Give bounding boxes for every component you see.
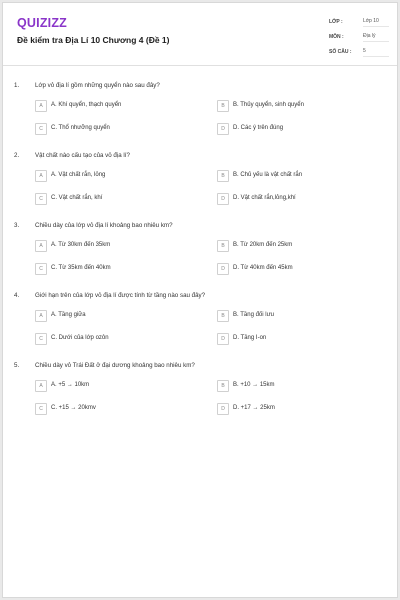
option-d[interactable] xyxy=(217,123,367,135)
meta-value: Địa lý xyxy=(363,31,389,42)
option-text: C. Thổ nhưỡng quyển xyxy=(51,125,110,131)
option-b[interactable] xyxy=(217,380,367,392)
option-a[interactable] xyxy=(35,240,185,252)
meta-label: LỚP : xyxy=(329,19,343,25)
option-text: A. +5 → 10km xyxy=(51,382,90,388)
option-d[interactable] xyxy=(217,263,367,275)
question-number: 5. xyxy=(14,362,20,369)
meta-row-class xyxy=(329,15,391,30)
quizizz-logo: QUIZIZZ xyxy=(17,16,68,30)
meta-row-subject xyxy=(329,30,391,45)
question-text: Vật chất nào cấu tạo của vỏ địa lí? xyxy=(35,152,130,159)
option-a[interactable] xyxy=(35,380,185,392)
question-text: Chiều dày vỏ Trái Đất ở đại dương khoảng bao nhiêu km? xyxy=(35,362,195,369)
worksheet-page xyxy=(2,2,398,598)
option-text: B. +10 → 15km xyxy=(233,382,275,388)
option-text: C. Dưới của lớp ozôn xyxy=(51,335,109,341)
meta-value: 5 xyxy=(363,46,389,57)
option-checkbox[interactable]: B xyxy=(217,380,229,392)
option-text: B. Từ 20km đến 25km xyxy=(233,242,293,248)
option-checkbox[interactable]: A xyxy=(35,240,47,252)
question-number: 4. xyxy=(14,292,20,299)
option-checkbox[interactable]: C xyxy=(35,193,47,205)
option-text: B. Chủ yếu là vật chất rắn xyxy=(233,172,303,178)
meta-label: SỐ CÂU : xyxy=(329,49,352,55)
option-text: D. Từ 40km đến 45km xyxy=(233,265,293,271)
option-a[interactable] xyxy=(35,170,185,182)
question-text: Chiều dày của lớp vỏ địa lí khoảng bao nhiêu km? xyxy=(35,222,173,229)
option-c[interactable] xyxy=(35,263,185,275)
option-d[interactable] xyxy=(217,333,367,345)
quiz-title: Đề kiểm tra Địa Lí 10 Chương 4 (Đề 1) xyxy=(17,35,170,45)
option-text: C. +15 → 20kmv xyxy=(51,405,96,411)
meta-row-question-count xyxy=(329,45,391,60)
question-text: Giới hạn trên của lớp vỏ địa lí được tính từ tầng nào sau đây? xyxy=(35,292,206,299)
question-1 xyxy=(3,78,397,148)
option-text: D. Tầng I-on xyxy=(233,335,267,341)
option-checkbox[interactable]: B xyxy=(217,310,229,322)
option-checkbox[interactable]: C xyxy=(35,333,47,345)
question-number: 1. xyxy=(14,82,20,89)
option-b[interactable] xyxy=(217,100,367,112)
question-list xyxy=(3,78,397,428)
option-text: C. Từ 35km đến 40km xyxy=(51,265,111,271)
option-text: D. Vật chất rắn,lỏng,khí xyxy=(233,195,296,201)
option-checkbox[interactable]: B xyxy=(217,240,229,252)
meta-label: MÔN : xyxy=(329,34,344,40)
option-text: D. Các ý trên đúng xyxy=(233,125,284,131)
option-checkbox[interactable]: A xyxy=(35,100,47,112)
option-b[interactable] xyxy=(217,240,367,252)
option-text: C. Vật chất rắn, khí xyxy=(51,195,103,201)
option-checkbox[interactable]: D xyxy=(217,123,229,135)
option-c[interactable] xyxy=(35,123,185,135)
question-3 xyxy=(3,218,397,288)
option-checkbox[interactable]: A xyxy=(35,170,47,182)
option-text: A. Tầng giữa xyxy=(51,312,86,318)
option-text: A. Khí quyển, thạch quyển xyxy=(51,102,122,108)
option-checkbox[interactable]: D xyxy=(217,193,229,205)
option-checkbox[interactable]: A xyxy=(35,380,47,392)
question-text: Lớp vỏ địa lí gồm những quyển nào sau đây? xyxy=(35,82,160,89)
option-checkbox[interactable]: B xyxy=(217,100,229,112)
question-number: 3. xyxy=(14,222,20,229)
option-d[interactable] xyxy=(217,403,367,415)
option-checkbox[interactable]: A xyxy=(35,310,47,322)
option-checkbox[interactable]: D xyxy=(217,333,229,345)
worksheet-header xyxy=(3,3,397,66)
question-2 xyxy=(3,148,397,218)
option-c[interactable] xyxy=(35,193,185,205)
question-5 xyxy=(3,358,397,428)
option-text: B. Thủy quyển, sinh quyển xyxy=(233,102,304,108)
option-text: A. Vật chất rắn, lỏng xyxy=(51,172,106,178)
meta-value: Lớp 10 xyxy=(363,16,389,27)
option-a[interactable] xyxy=(35,100,185,112)
option-text: D. +17 → 25km xyxy=(233,405,275,411)
option-b[interactable] xyxy=(217,310,367,322)
option-checkbox[interactable]: C xyxy=(35,403,47,415)
option-c[interactable] xyxy=(35,333,185,345)
option-d[interactable] xyxy=(217,193,367,205)
option-text: B. Tầng đối lưu xyxy=(233,312,274,318)
meta-panel xyxy=(329,15,391,60)
option-text: A. Từ 30km đến 35km xyxy=(51,242,111,248)
option-checkbox[interactable]: D xyxy=(217,403,229,415)
option-b[interactable] xyxy=(217,170,367,182)
option-checkbox[interactable]: B xyxy=(217,170,229,182)
option-checkbox[interactable]: D xyxy=(217,263,229,275)
option-c[interactable] xyxy=(35,403,185,415)
question-4 xyxy=(3,288,397,358)
option-checkbox[interactable]: C xyxy=(35,263,47,275)
question-number: 2. xyxy=(14,152,20,159)
option-a[interactable] xyxy=(35,310,185,322)
option-checkbox[interactable]: C xyxy=(35,123,47,135)
